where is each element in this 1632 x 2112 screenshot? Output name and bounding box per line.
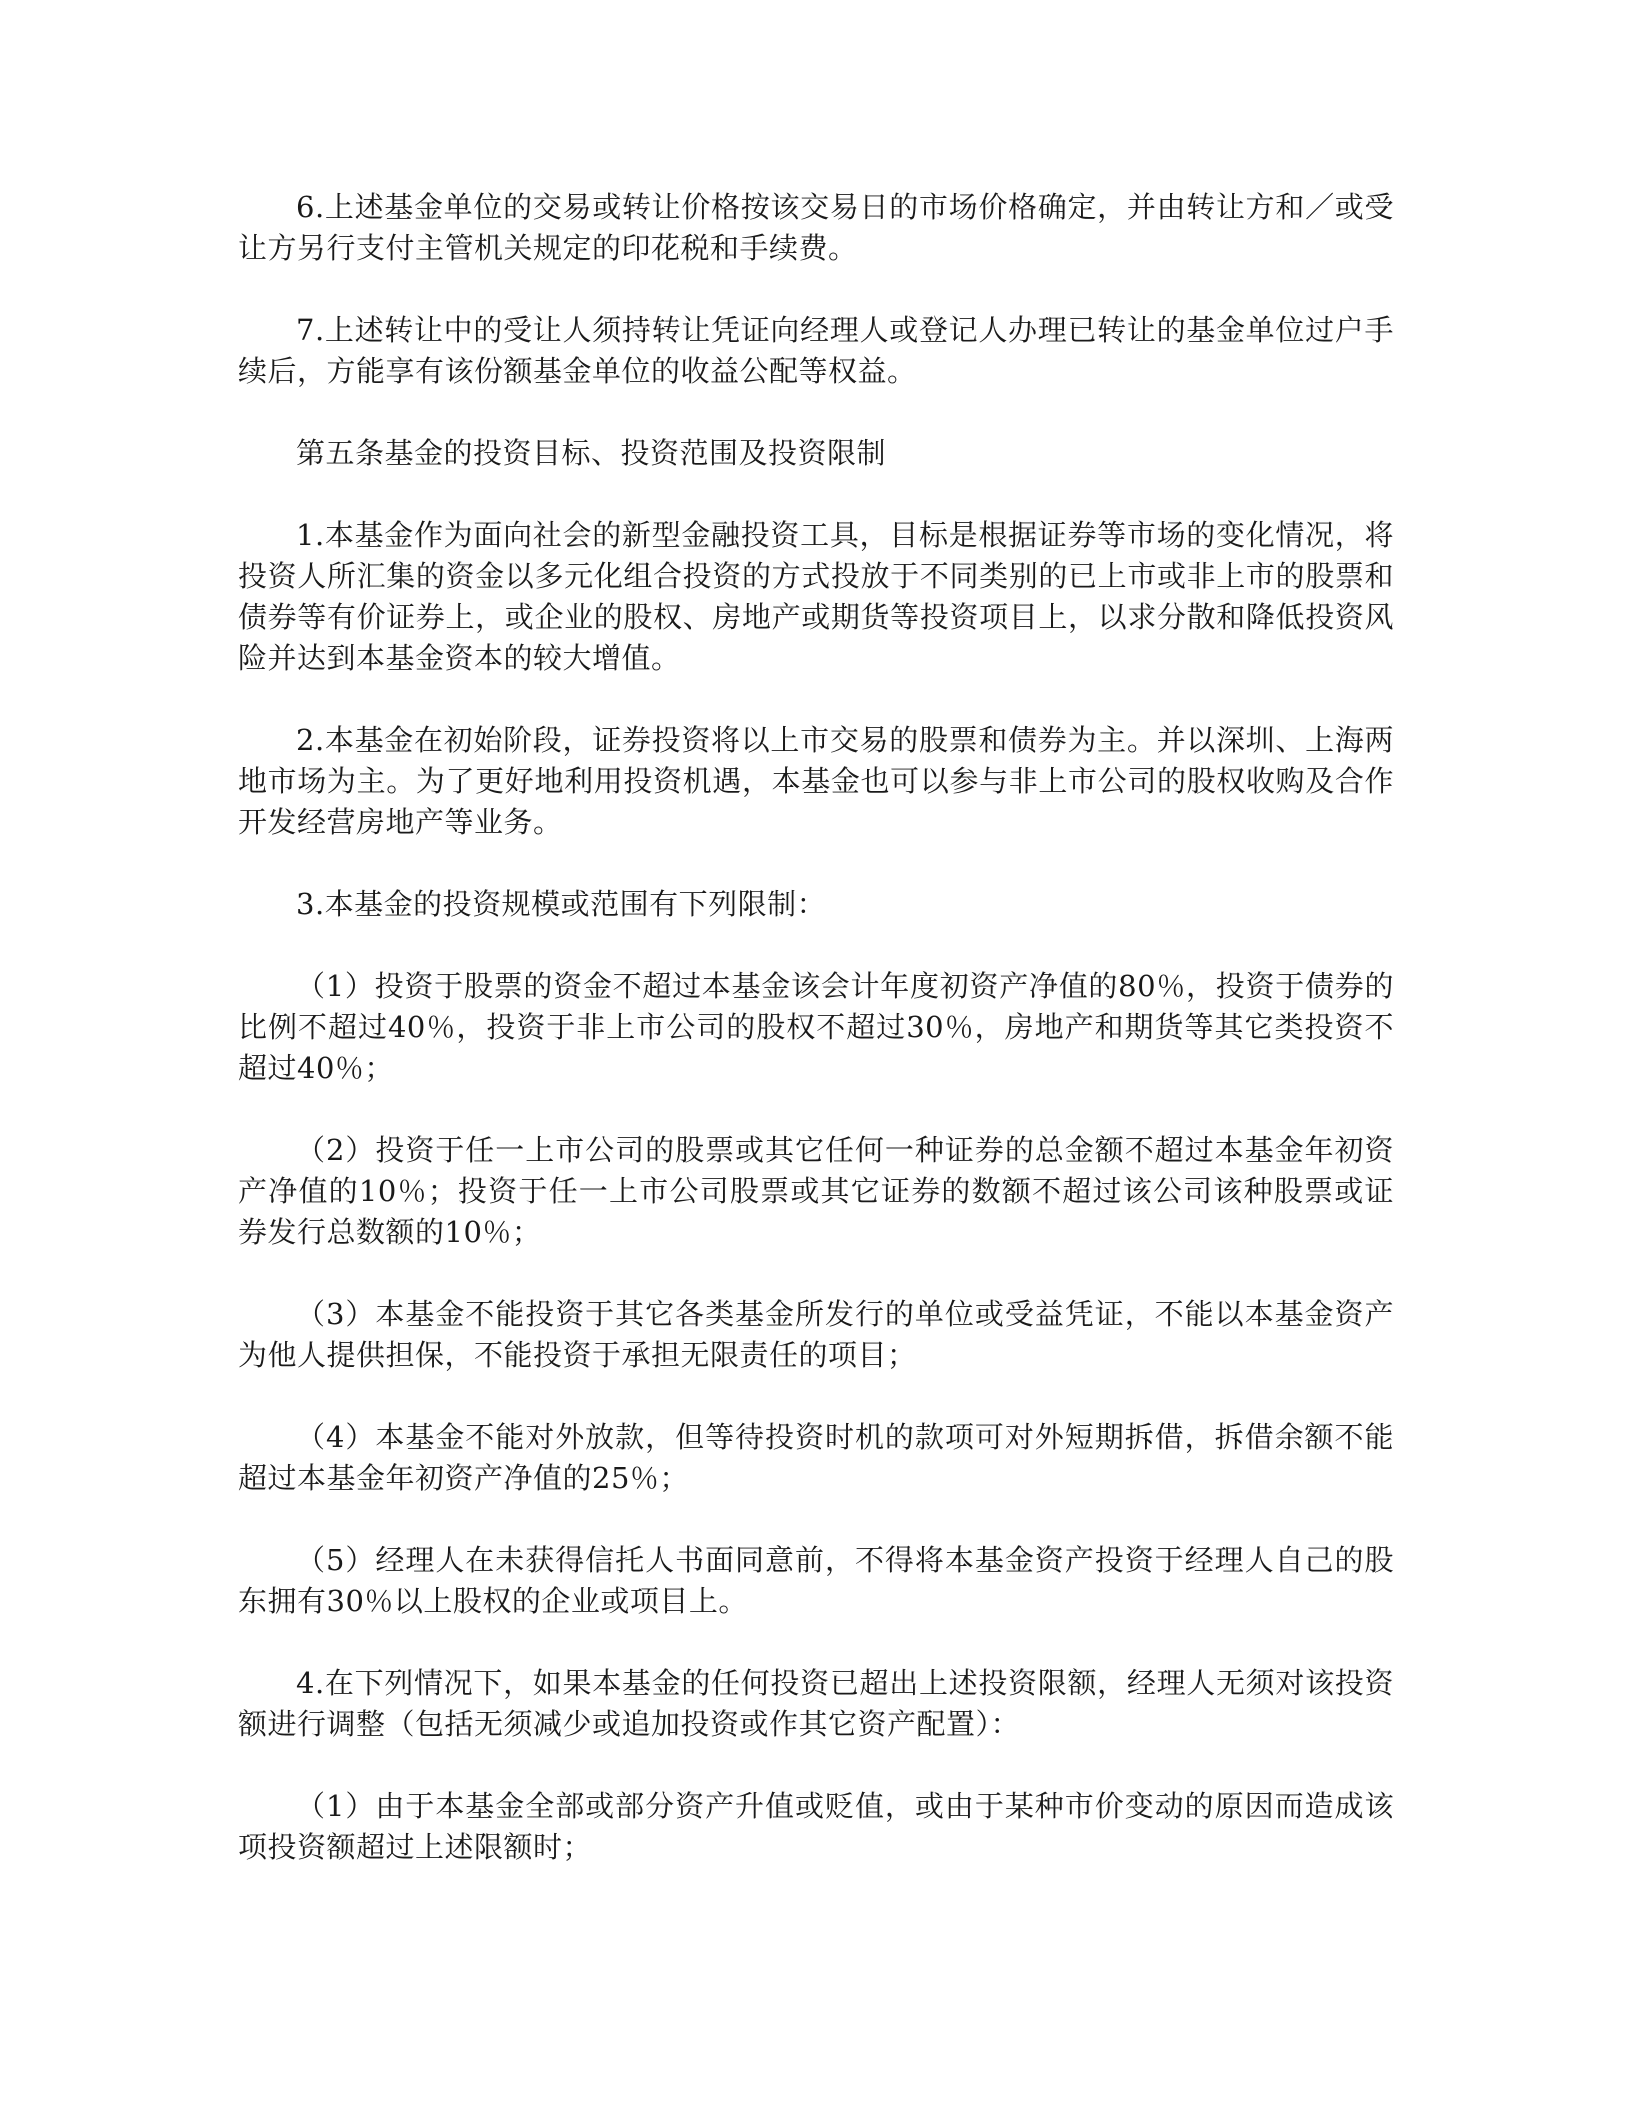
paragraph-4-exceptions: 4.在下列情况下，如果本基金的任何投资已超出上述投资限额，经理人无须对该投资额进行调整（包括无须减少或追加投资或作其它资产配置）： xyxy=(238,1666,1394,1741)
article-5-heading: 第五条基金的投资目标、投资范围及投资限制 xyxy=(296,436,887,470)
paragraph-2-initial-stage: 2.本基金在初始阶段，证券投资将以上市交易的股票和债券为主。并以深圳、上海两地市场为主。为了更好地利用投资机遇，本基金也可以参与非上市公司的股权收购及合作开发经营房地产等业务。 xyxy=(238,723,1394,839)
limit-item-5: （5）经理人在未获得信托人书面同意前，不得将本基金资产投资于经理人自己的股东拥有30％以上股权的企业或项目上。 xyxy=(238,1543,1394,1618)
document-body xyxy=(238,187,1394,1909)
paragraph-1-investment-objective: 1.本基金作为面向社会的新型金融投资工具，目标是根据证券等市场的变化情况，将投资人所汇集的资金以多元化组合投资的方式投放于不同类别的已上市或非上市的股票和债券等有价证券上，或企业的股权、房地产或期货等投资项目上，以求分散和降低投资风险并达到本基金资本的较大增值。 xyxy=(238,518,1394,675)
limit-item-3: （3）本基金不能投资于其它各类基金所发行的单位或受益凭证，不能以本基金资产为他人提供担保，不能投资于承担无限责任的项目； xyxy=(238,1297,1394,1372)
paragraph-3-investment-limits: 3.本基金的投资规模或范围有下列限制： xyxy=(296,887,827,921)
limit-item-2: （2）投资于任一上市公司的股票或其它任何一种证券的总金额不超过本基金年初资产净值的10％；投资于任一上市公司股票或其它证券的数额不超过该公司该种股票或证券发行总数额的10％； xyxy=(238,1133,1394,1249)
paragraph-6-transfer-price: 6.上述基金单位的交易或转让价格按该交易日的市场价格确定，并由转让方和／或受让方另行支付主管机关规定的印花税和手续费。 xyxy=(238,190,1394,265)
limit-item-1: （1）投资于股票的资金不超过本基金该会计年度初资产净值的80％，投资于债券的比例不超过40％，投资于非上市公司的股权不超过30％，房地产和期货等其它类投资不超过40％； xyxy=(238,969,1394,1085)
exception-item-1: （1）由于本基金全部或部分资产升值或贬值，或由于某种市价变动的原因而造成该项投资额超过上述限额时； xyxy=(238,1789,1394,1864)
limit-item-4: （4）本基金不能对外放款，但等待投资时机的款项可对外短期拆借，拆借余额不能超过本基金年初资产净值的25％； xyxy=(238,1420,1394,1495)
paragraph-7-transferee-registration: 7.上述转让中的受让人须持转让凭证向经理人或登记人办理已转让的基金单位过户手续后，方能享有该份额基金单位的收益公配等权益。 xyxy=(238,313,1394,388)
